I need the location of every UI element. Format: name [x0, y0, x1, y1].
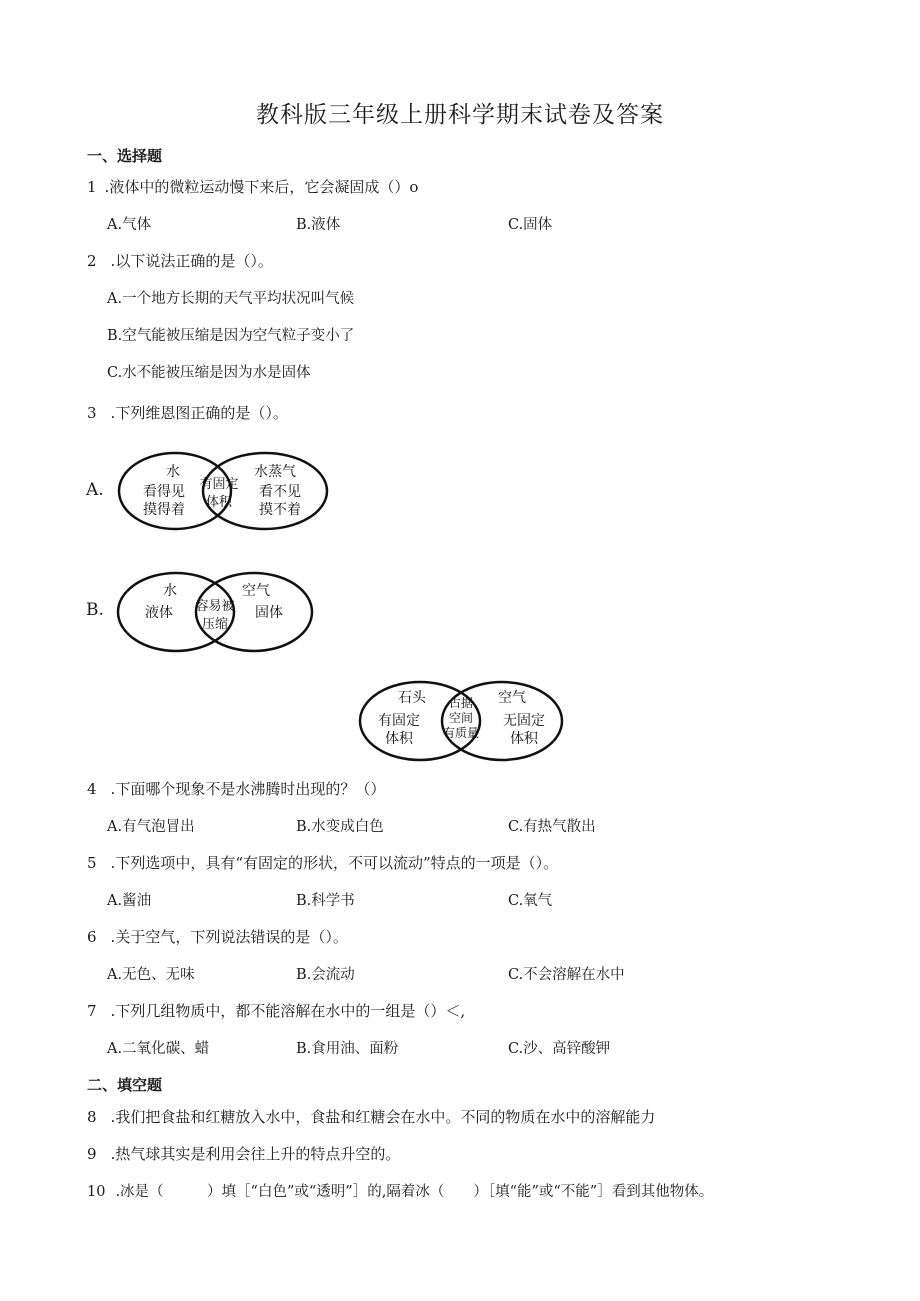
question-1	[87, 176, 418, 197]
section-heading-fill-blank: 二、填空题	[87, 1076, 163, 1094]
q7-option-a: A.二氧化碳、蜡	[107, 1041, 210, 1057]
q2-option-c: C.水不能被压缩是因为水是固体	[107, 365, 311, 381]
question-number: 7	[87, 1002, 97, 1020]
q2-option-b: B.空气能被压缩是因为空气粒子变小了	[107, 328, 355, 344]
venn-c-right-line1: 无固定	[503, 713, 545, 729]
question-6	[87, 926, 348, 947]
q1-option-b: B.液体	[296, 217, 341, 233]
question-5	[87, 852, 558, 873]
question-2	[87, 250, 273, 271]
question-text: .我们把食盐和红糖放入水中，食盐和红糖会在水中。不同的物质在水中的溶解能力	[110, 1108, 656, 1126]
question-number: 9	[87, 1145, 97, 1163]
venn-b-left-line1: 液体	[145, 605, 173, 621]
venn-a-middle-line1: 有固定	[199, 477, 239, 492]
question-7	[87, 1000, 465, 1021]
q1-option-c: C.固体	[508, 217, 553, 233]
q4-option-a: A.有气泡冒出	[107, 819, 195, 835]
question-text: .下面哪个现象不是水沸腾时出现的？（）	[110, 780, 386, 798]
q7-option-b: B.食用油、面粉	[296, 1041, 399, 1057]
question-text: .以下说法正确的是（）。	[110, 252, 273, 270]
venn-c-left-line1: 有固定	[378, 713, 420, 729]
venn-c-left-title: 石头	[398, 690, 426, 706]
question-text: .热气球其实是利用会往上升的特点升空的。	[110, 1145, 401, 1163]
venn-c-left-line2: 体积	[385, 731, 413, 747]
venn-b-right-title: 空气	[242, 583, 270, 599]
venn-b-middle-line1: 容易被	[195, 599, 235, 614]
venn-a-left-title: 水	[166, 464, 180, 480]
venn-c-middle-line3: 有质量	[442, 726, 480, 740]
q5-option-b: B.科学书	[296, 893, 355, 909]
question-number: 2	[87, 252, 97, 270]
page-title: 教科版三年级上册科学期末试卷及答案	[256, 102, 664, 128]
venn-c-middle-line2: 空间	[448, 711, 474, 725]
question-number: 6	[87, 928, 97, 946]
q6-option-a: A.无色、无味	[107, 967, 195, 983]
q4-option-c: C.有热气散出	[508, 819, 596, 835]
question-text: .下列选项中，具有“有固定的形状，不可以流动”特点的一项是（）。	[110, 854, 559, 872]
venn-b-right-line1: 固体	[255, 605, 283, 621]
question-number: 3	[87, 404, 97, 422]
venn-a-right-line2: 摸不着	[259, 502, 301, 518]
question-number: 4	[87, 780, 97, 798]
venn-diagram-c	[356, 677, 566, 765]
venn-b-left-title: 水	[163, 583, 177, 599]
question-text: .液体中的微粒运动慢下来后，它会凝固成（）o	[104, 178, 419, 196]
question-text: .下列几组物质中，都不能溶解在水中的一组是（）＜,	[110, 1002, 466, 1020]
question-number: 1	[87, 178, 97, 196]
question-text: .关于空气，下列说法错误的是（）。	[110, 928, 348, 946]
venn-diagram-b	[113, 568, 319, 656]
question-9	[87, 1143, 400, 1164]
q1-option-a: A.气体	[107, 217, 152, 233]
venn-a-middle-line2: 体积	[205, 495, 233, 510]
venn-c-middle-line1: 占据	[448, 696, 474, 710]
venn-a-right-line1: 看不见	[259, 484, 301, 500]
venn-a-label: A.	[86, 480, 104, 500]
question-number: 5	[87, 854, 97, 872]
question-text: .下列维恩图正确的是（）。	[110, 404, 288, 422]
venn-c-right-line2: 体积	[510, 731, 538, 747]
q6-option-b: B.会流动	[296, 967, 355, 983]
section-heading-choice: 一、选择题	[87, 147, 163, 165]
question-10	[87, 1180, 713, 1201]
venn-c-right-title: 空气	[498, 690, 526, 706]
q2-option-a: A.一个地方长期的天气平均状况叫气候	[107, 291, 355, 307]
question-number: 8	[87, 1108, 97, 1126]
venn-diagram-a	[115, 448, 335, 534]
question-4	[87, 778, 385, 799]
venn-b-middle-line2: 压缩	[201, 617, 229, 632]
q4-option-b: B.水变成白色	[296, 819, 384, 835]
question-text: .冰是（ ）填［“白色”或“透明”］的,隔着冰（ ）［填“能”或“不能”］看到其他物体。	[115, 1184, 714, 1200]
q7-option-c: C.沙、高锌酸钾	[508, 1041, 611, 1057]
venn-a-left-line2: 摸得着	[143, 502, 185, 518]
q6-option-c: C.不会溶解在水中	[508, 967, 625, 983]
venn-a-right-title: 水蒸气	[254, 464, 296, 480]
question-number: 10	[87, 1184, 106, 1200]
q5-option-c: C.氧气	[508, 893, 553, 909]
q5-option-a: A.酱油	[107, 893, 152, 909]
question-8	[87, 1106, 655, 1127]
question-3	[87, 402, 288, 423]
venn-a-left-line1: 看得见	[143, 484, 185, 500]
venn-b-label: B.	[86, 600, 104, 620]
